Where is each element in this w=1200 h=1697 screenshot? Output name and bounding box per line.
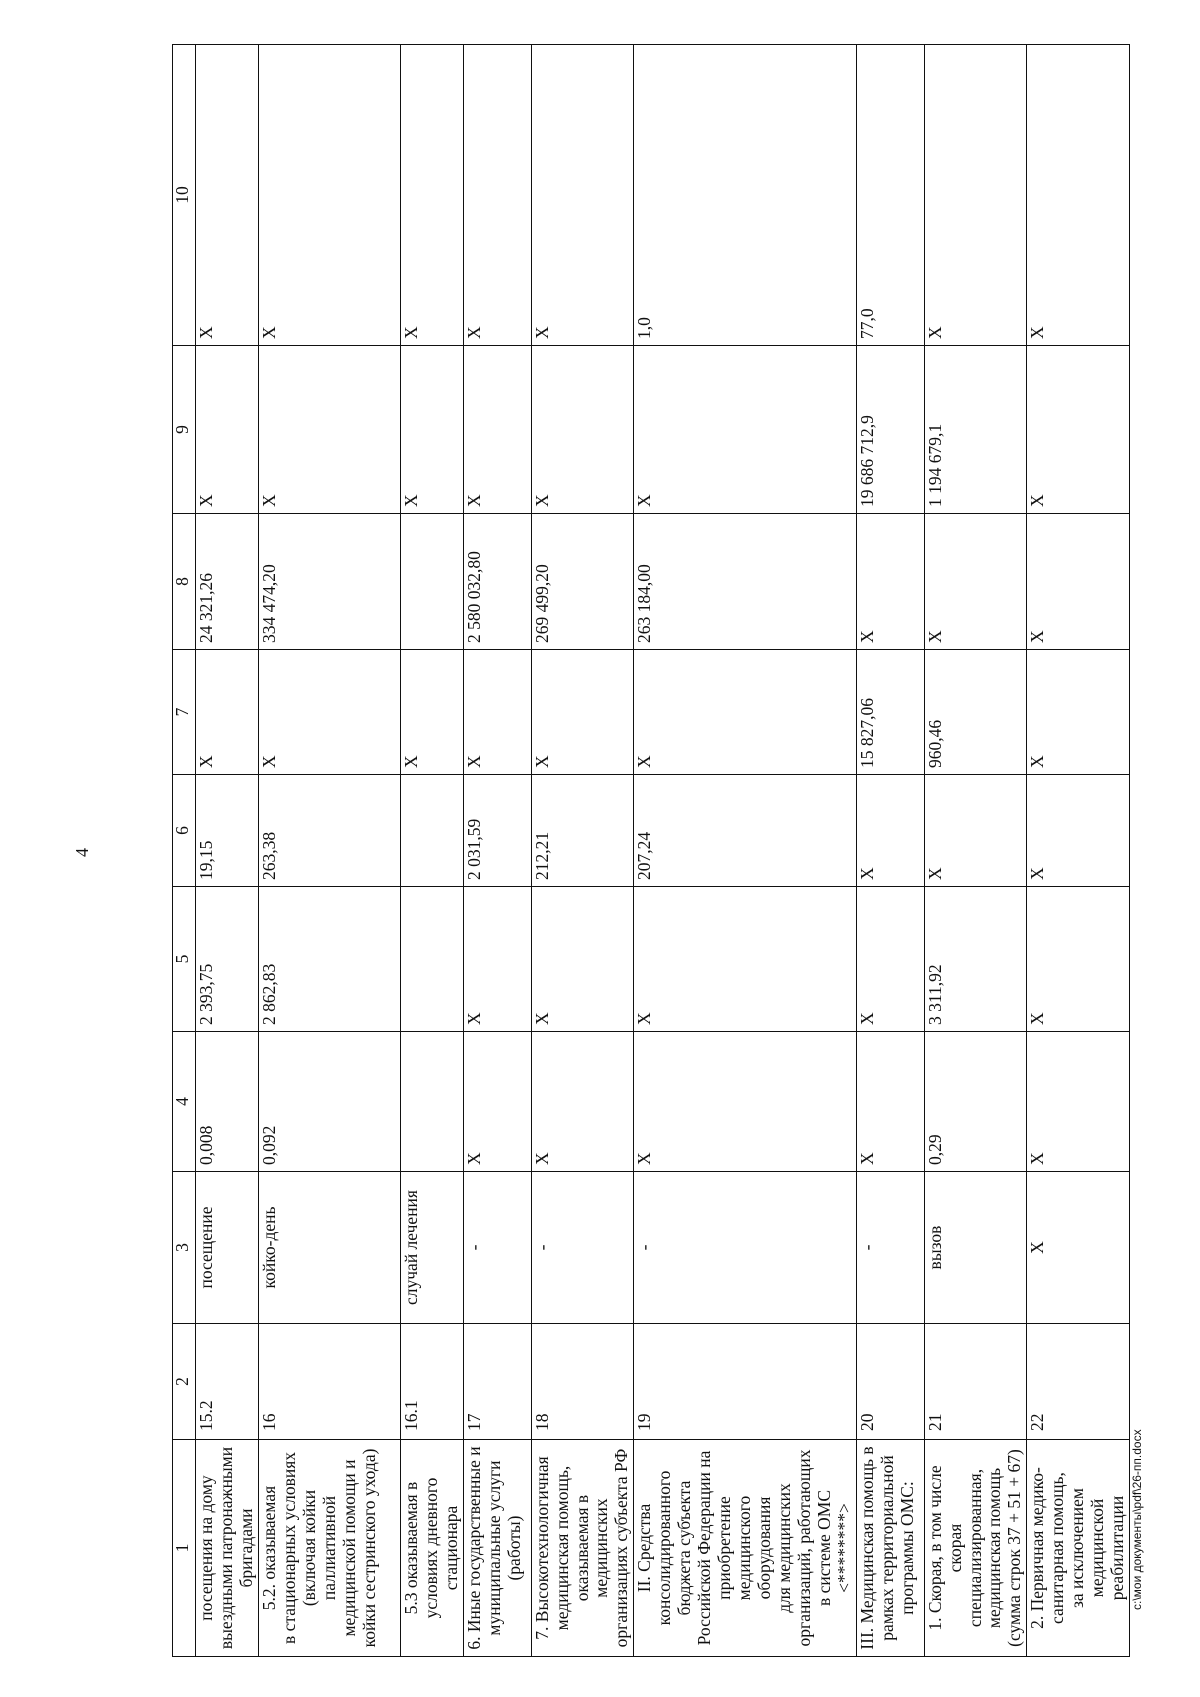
table-cell: 2 580 032,80 <box>463 514 531 650</box>
table-cell: Х <box>634 650 856 775</box>
column-header: 5 <box>173 887 196 1032</box>
unit-cell: койко-день <box>258 1172 400 1324</box>
table-cell: Х <box>531 45 634 346</box>
column-header: 4 <box>173 1032 196 1172</box>
row-label: посещения на дому выездными патронажными бригадами <box>196 1440 259 1657</box>
table-cell: Х <box>856 775 924 887</box>
table-cell: Х <box>400 346 463 514</box>
table-cell: Х <box>196 346 259 514</box>
table-cell: Х <box>856 1032 924 1172</box>
row-label: 1. Скорая, в том числе скорая специализированная, медицинская помощь (сумма строк 37 + 51 + 67) <box>924 1440 1027 1657</box>
row-label: 6. Иные государственные и муниципальные услуги (работы) <box>463 1440 531 1657</box>
table-cell: Х <box>463 650 531 775</box>
table-cell: 15 827,06 <box>856 650 924 775</box>
table-cell: Х <box>924 775 1027 887</box>
file-path-footer: c:\мои документы\pdf\26-пп.docx <box>1130 1429 1144 1610</box>
table-cell: Х <box>634 887 856 1032</box>
table-cell: 212,21 <box>531 775 634 887</box>
unit-cell: случай лечения <box>400 1172 463 1324</box>
row-label: 5.3 оказываемая в условиях дневного стационара <box>400 1440 463 1657</box>
table-row <box>400 45 463 1657</box>
unit-cell: вызов <box>924 1172 1027 1324</box>
table-cell: Х <box>1027 45 1130 346</box>
table-cell: 334 474,20 <box>258 514 400 650</box>
table-row <box>463 45 531 1657</box>
table-cell: Х <box>531 1032 634 1172</box>
row-code: 16 <box>258 1324 400 1440</box>
row-code: 20 <box>856 1324 924 1440</box>
table-cell: Х <box>400 650 463 775</box>
table-cell: Х <box>463 1032 531 1172</box>
table-cell: 2 862,83 <box>258 887 400 1032</box>
row-code: 18 <box>531 1324 634 1440</box>
table-row <box>924 45 1027 1657</box>
table-cell: 2 031,59 <box>463 775 531 887</box>
table-row <box>196 45 259 1657</box>
table-row <box>531 45 634 1657</box>
table-cell: 24 321,26 <box>196 514 259 650</box>
column-header: 6 <box>173 775 196 887</box>
table-cell: 960,46 <box>924 650 1027 775</box>
table-cell: 0,092 <box>258 1032 400 1172</box>
unit-cell: - <box>634 1172 856 1324</box>
table-cell: Х <box>258 346 400 514</box>
table-cell: 0,008 <box>196 1032 259 1172</box>
row-label: III. Медицинская помощь в рамках территориальной программы ОМС: <box>856 1440 924 1657</box>
table-cell: Х <box>400 45 463 346</box>
table-cell: Х <box>1027 887 1130 1032</box>
table-row <box>856 45 924 1657</box>
table-cell: 207,24 <box>634 775 856 887</box>
unit-cell: - <box>463 1172 531 1324</box>
table-cell: Х <box>196 650 259 775</box>
table-cell: Х <box>258 650 400 775</box>
table-cell: Х <box>463 887 531 1032</box>
table-cell: Х <box>1027 346 1130 514</box>
row-label: 5.2. оказываемая в стационарных условиях (включая койки паллиативной медицинской помощи и койки сестринского ухода) <box>258 1440 400 1657</box>
row-code: 21 <box>924 1324 1027 1440</box>
table-cell: 77,0 <box>856 45 924 346</box>
column-header: 9 <box>173 346 196 514</box>
table-row <box>1027 45 1130 1657</box>
table-cell: 263,38 <box>258 775 400 887</box>
row-code: 19 <box>634 1324 856 1440</box>
table-cell: Х <box>196 45 259 346</box>
table-cell <box>400 887 463 1032</box>
table-cell: Х <box>463 45 531 346</box>
table-cell: Х <box>1027 775 1130 887</box>
table-cell: 1,0 <box>634 45 856 346</box>
table-cell: Х <box>531 887 634 1032</box>
table-cell: Х <box>531 346 634 514</box>
table-cell <box>400 775 463 887</box>
row-label: 2. Первичная медико-санитарная помощь, за исключением медицинской реабилитации <box>1027 1440 1130 1657</box>
table-cell <box>400 514 463 650</box>
table-cell: 19,15 <box>196 775 259 887</box>
table-cell: Х <box>634 346 856 514</box>
table-cell: 1 194 679,1 <box>924 346 1027 514</box>
page-number: 4 <box>72 848 92 857</box>
table-cell: 3 311,92 <box>924 887 1027 1032</box>
table-cell: Х <box>856 887 924 1032</box>
table-cell: Х <box>856 514 924 650</box>
row-code: 16.1 <box>400 1324 463 1440</box>
table-cell: Х <box>1027 514 1130 650</box>
table-cell: 19 686 712,9 <box>856 346 924 514</box>
column-header: 7 <box>173 650 196 775</box>
row-label: 7. Высокотехнологичная медицинская помощь, оказываемая в медицинских организациях субъекта РФ <box>531 1440 634 1657</box>
column-header: 3 <box>173 1172 196 1324</box>
table-cell: 269 499,20 <box>531 514 634 650</box>
header-row <box>173 45 196 1657</box>
table-cell: Х <box>258 45 400 346</box>
unit-cell: - <box>531 1172 634 1324</box>
table-cell <box>400 1032 463 1172</box>
table-cell: Х <box>1027 650 1130 775</box>
table-cell: 2 393,75 <box>196 887 259 1032</box>
column-header: 1 <box>173 1440 196 1657</box>
row-code: 22 <box>1027 1324 1130 1440</box>
table-cell: Х <box>463 346 531 514</box>
financing-table <box>172 44 1130 1657</box>
table-cell: 263 184,00 <box>634 514 856 650</box>
table-row <box>634 45 856 1657</box>
row-label: II. Средства консолидированного бюджета субъекта Российской Федерации на приобретение медицинского оборудования для медицинских организаций, работающих в системе ОМС <********> <box>634 1440 856 1657</box>
unit-cell: посещение <box>196 1172 259 1324</box>
unit-cell: Х <box>1027 1172 1130 1324</box>
row-code: 17 <box>463 1324 531 1440</box>
table-cell: Х <box>1027 1032 1130 1172</box>
column-header: 8 <box>173 514 196 650</box>
table-cell: Х <box>924 514 1027 650</box>
table-row <box>258 45 400 1657</box>
table-cell: Х <box>531 650 634 775</box>
rotated-table-container <box>172 45 1128 1657</box>
table-cell: Х <box>634 1032 856 1172</box>
unit-cell: - <box>856 1172 924 1324</box>
column-header: 10 <box>173 45 196 346</box>
table-cell: 0,29 <box>924 1032 1027 1172</box>
column-header: 2 <box>173 1324 196 1440</box>
row-code: 15.2 <box>196 1324 259 1440</box>
table-cell: Х <box>924 45 1027 346</box>
